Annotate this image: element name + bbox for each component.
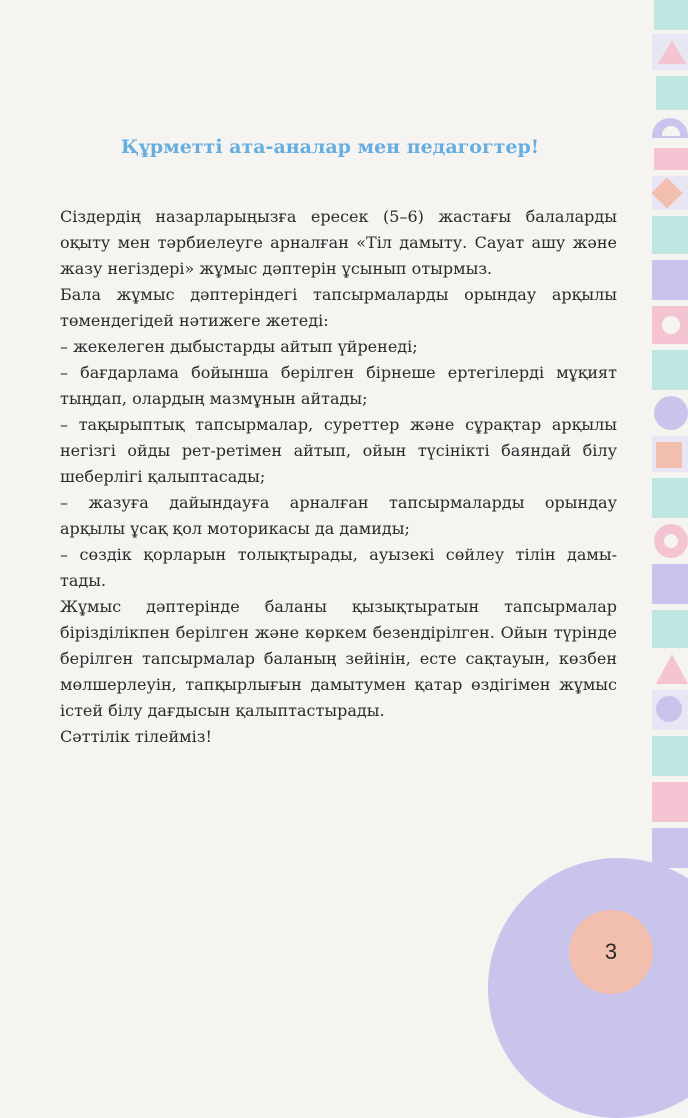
text-line: – бағдарлама бойынша берілген бірнеше ертегілерді мұқият bbox=[60, 363, 617, 382]
page-number: 3 bbox=[604, 939, 618, 964]
text-line: – жекелеген дыбыстарды айтып үйренеді; bbox=[60, 337, 418, 356]
decorative-strip bbox=[648, 0, 688, 1000]
text-line: істей білу дағдысын қалыптастырады. bbox=[60, 701, 385, 720]
text-line: Бала жұмыс дәптеріндегі тапсырмаларды орындау арқылы bbox=[60, 285, 617, 304]
text-line: – тақырыптық тапсырмалар, суреттер және сұрақтар арқылы bbox=[60, 415, 617, 434]
text-line: тыңдап, олардың мазмұнын айтады; bbox=[60, 389, 368, 408]
text-line: төмендегідей нәтижеге жетеді: bbox=[60, 311, 329, 330]
text-line: тады. bbox=[60, 571, 107, 590]
text-line: біріздiлiкпен берілген және көркем безендірілген. Ойын түрінде bbox=[60, 623, 617, 642]
body-text bbox=[60, 204, 617, 750]
text-line: берілген тапсырмалар баланың зейінін, есте сақтауын, көзбен bbox=[60, 649, 617, 668]
page-title: Құрметті ата-аналар мен педагогтер! bbox=[120, 136, 540, 158]
text-line: Жұмыс дәптерінде баланы қызықтыратын тапсырмалар bbox=[60, 597, 617, 616]
text-line: мөлшерлеуін, тапқырлығын дамытумен қатар өздігімен жұмыс bbox=[60, 675, 617, 694]
text-line: негізгі ойды рет-ретімен айтып, ойын түсінікті баяндай білу bbox=[60, 441, 617, 460]
text-line: Сәттілік тілейміз! bbox=[60, 727, 212, 746]
text-line: шеберлігі қалыптасады; bbox=[60, 467, 266, 486]
text-line: – сөздік қорларын толықтырады, ауызекі сөйлеу тілін дамы- bbox=[60, 545, 617, 564]
text-line: арқылы ұсақ қол моторикасы да дамиды; bbox=[60, 519, 410, 538]
text-line: – жазуға дайындауға арналған тапсырмаларды орындау bbox=[60, 493, 617, 512]
text-line: оқыту мен тәрбиелеуге арналған «Тіл дамыту. Сауат ашу және bbox=[60, 233, 617, 252]
text-line: жазу негіздері» жұмыс дәптерін ұсынып отырмыз. bbox=[60, 259, 493, 278]
text-line: Сіздердің назарларыңызға ересек (5–6) жастағы балаларды bbox=[60, 207, 617, 226]
